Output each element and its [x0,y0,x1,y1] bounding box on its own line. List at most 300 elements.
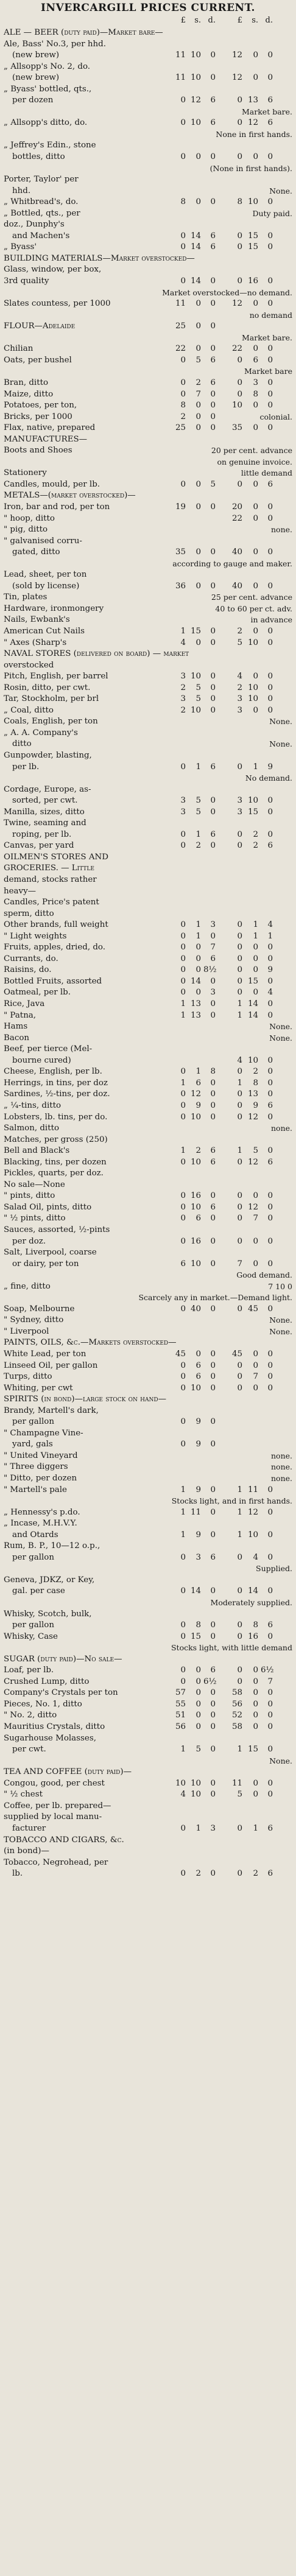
item-label: Sardines, ½-tins, per doz. [4,1089,110,1099]
column-header [0,15,296,27]
price-value: 0 [196,954,201,963]
price-row [0,954,296,965]
price-value: 0 [253,152,258,162]
price-value: 1 [180,999,186,1009]
price-value: 6 [210,231,216,241]
item-label: (sold by license) [12,581,80,591]
price-value: 0 [267,1078,273,1088]
price-value: 0 [253,73,258,83]
price-value: 0 [210,1485,216,1494]
price-row [0,976,296,988]
price-value: 0 [237,1202,242,1212]
price-value: 0 [237,976,242,986]
price-value: 6 [267,1823,273,1833]
price-value: 0 [237,1067,242,1077]
remark: 25 per cent. advance [211,593,292,602]
price-value: 0 [267,1745,273,1754]
price-value: 10 [175,1778,186,1788]
price-value: 6 [210,1666,216,1675]
price-value: 14 [190,1586,201,1596]
price-row [0,762,296,773]
price-value: 40 [190,1304,201,1314]
price-value: 0 [237,1214,242,1223]
price-value: 0 [237,762,242,772]
price-row [0,728,296,739]
remark: Market bare. [242,333,292,342]
price-value: 5 [210,479,216,489]
price-value: 10 [247,683,258,692]
price-row [0,129,296,141]
price-value: 0 [267,1372,273,1382]
item-label: per lb. [12,762,40,772]
price-value: 0 [196,1711,201,1720]
price-value: 10 [231,401,242,410]
price-value: 0 [253,626,258,636]
remark: Scarcely any in market.—Demand light. [138,1293,292,1303]
price-value: 0 [210,1372,216,1382]
price-row [0,140,296,152]
price-value: 0 [237,242,242,252]
price-row [0,95,296,107]
price-value: 0 [237,1621,242,1630]
price-row [0,1315,296,1326]
remark: No demand. [245,773,292,783]
price-row [0,1416,296,1428]
price-value: 0 [210,1191,216,1201]
remark: Moderately supplied. [210,1598,292,1608]
item-label: GROCERIES. — Little [4,864,94,873]
price-row [0,1868,296,1880]
price-row [0,355,296,367]
price-value: 10 [190,1790,201,1800]
price-row [0,1451,296,1462]
price-value: 8 [210,1067,216,1077]
price-row [0,118,296,129]
price-value: 5 [196,796,201,806]
item-label: Iron, bar and rod, per ton [4,502,110,512]
price-value: 3 [180,694,186,704]
item-label: " Light weights [4,931,67,941]
price-value: 8 [253,389,258,399]
price-value: 0 [267,1530,273,1540]
price-value: 0 [210,1440,216,1449]
price-value: 6½ [261,1666,274,1675]
price-value: 0 [237,1089,242,1099]
price-value: 2 [237,683,242,692]
price-value: 3 [196,1552,201,1562]
price-value: 0 [267,829,273,839]
price-value: 0 [253,1383,258,1393]
price-row [0,1823,296,1835]
price-value: 0 [267,1711,273,1720]
item-label: Herrings, in tins, per doz [4,1078,108,1088]
price-row [0,829,296,841]
price-value: 0 [210,1699,216,1709]
price-row [0,107,296,118]
price-row [0,1428,296,1440]
item-label: Pickles, quarts, per doz. [4,1169,104,1178]
price-value: 3 [237,807,242,817]
price-value: 0 [237,1191,242,1201]
price-value: 11 [231,1778,242,1788]
price-row [0,1507,296,1519]
price-value: 0 [210,1349,216,1359]
price-value: 0 [267,694,273,704]
price-value: 10 [190,73,201,83]
price-value: 0 [180,954,186,963]
price-value: 0 [253,299,258,309]
price-value: 2 [196,378,201,387]
price-row [0,378,296,389]
item-label: per gallon [12,1417,54,1427]
price-value: 0 [237,1372,242,1382]
item-label: „ Byass' [4,242,37,252]
price-value: 0 [237,1552,242,1562]
price-value: 0 [210,581,216,591]
price-value: 11 [175,51,186,60]
price-value: 0 [210,1790,216,1800]
price-row [0,716,296,728]
price-row [0,62,296,73]
price-value: 0 [180,118,186,128]
price-value: 11 [247,1485,258,1494]
price-value: 0 [253,705,258,715]
item-label: Whiting, per cwt [4,1383,73,1393]
price-row [0,987,296,999]
item-label: " ½ pints, ditto [4,1214,66,1223]
price-value: 5 [196,355,201,365]
item-label: Stationery [4,468,47,478]
item-label: overstocked [4,660,54,670]
price-row [0,1439,296,1451]
price-value: 12 [247,1157,258,1167]
price-value: 0 [180,1112,186,1122]
price-value: 0 [210,705,216,715]
item-label: Bacon [4,1033,30,1043]
price-value: 0 [267,355,273,365]
item-label: (new brew) [12,73,60,83]
price-value: 22 [231,513,242,523]
price-row [0,39,296,51]
price-value: 0 [196,1699,201,1709]
price-value: 0 [180,1372,186,1382]
price-value: 0 [253,1360,258,1370]
price-value: 8 [196,1621,201,1630]
item-label: Hardware, ironmongery [4,604,104,613]
price-value: 0 [210,683,216,692]
price-row [0,558,296,570]
price-row [0,1078,296,1089]
item-label: „ Bottled, qts., per [4,208,80,218]
price-value: 11 [175,299,186,309]
price-value: 0 [253,965,258,975]
price-row [0,999,296,1010]
price-value: 0 [196,1349,201,1359]
price-row [0,1191,296,1202]
item-label: lb. [12,1869,23,1879]
price-value: 0 [210,1778,216,1788]
price-value: 4 [253,1552,258,1562]
price-value: 0 [210,51,216,60]
price-row [0,852,296,864]
price-value: 14 [190,231,201,241]
price-value: 6 [210,954,216,963]
price-value: 0 [210,322,216,331]
price-value: 0 [267,1507,273,1517]
item-label: White Lead, per ton [4,1349,86,1359]
price-value: 0 [237,1383,242,1393]
price-value: 0 [180,1089,186,1099]
price-value: 0 [237,1586,242,1596]
item-label: ditto [12,739,32,749]
price-value: 0 [196,401,201,410]
price-row [0,457,296,468]
price-value: 7 [210,943,216,952]
price-value: 0 [180,1621,186,1630]
price-row [0,920,296,931]
price-value: 6 [210,829,216,839]
item-label: per gallon [12,1552,54,1562]
item-label: „ ¼-tins, ditto [4,1100,62,1110]
price-row [0,231,296,242]
remark: none. [271,1474,292,1483]
price-value: 0 [267,1349,273,1359]
price-value: 0 [237,152,242,162]
price-value: 0 [210,1304,216,1314]
item-label: „ Allsopp's No. 2, do. [4,62,91,71]
price-value: 0 [210,344,216,354]
price-value: 6 [210,1157,216,1167]
price-value: 6 [267,1100,273,1110]
price-row [0,1304,296,1315]
price-value: 0 [267,1485,273,1494]
price-value: 5 [237,1790,242,1800]
item-label: PAINTS, OILS, &c.—Markets overstocked— [4,1338,177,1348]
price-value: 7 [267,1677,273,1686]
price-row [0,1778,296,1790]
price-value: 0 [237,920,242,930]
item-label: Nails, Ewbank's [4,615,70,625]
item-label: Candles, mould, per lb. [4,479,100,489]
price-value: 0 [253,423,258,433]
price-value: 0 [237,355,242,365]
price-value: 0 [237,231,242,241]
remark: in advance [250,615,292,625]
item-label: Salad Oil, pints, ditto [4,1202,92,1212]
price-value: 0 [253,502,258,512]
price-row [0,1677,296,1688]
price-value: 3 [237,796,242,806]
price-value: 0 [237,1100,242,1110]
item-label: Whisky, Scotch, bulk, [4,1609,92,1619]
header-cell: s. [252,16,258,25]
price-value: 0 [237,1236,242,1246]
price-value: 0 [237,1360,242,1370]
item-label: " Ditto, per dozen [4,1474,77,1483]
price-value: 0 [180,355,186,365]
price-row [0,50,296,62]
price-value: 0 [180,1191,186,1201]
price-value: 0 [237,965,242,975]
item-label: ALE — BEER (duty paid)—Market bare— [4,28,163,37]
price-value: 0 [267,51,273,60]
price-value: 0 [196,152,201,162]
price-row [0,310,296,322]
price-value: 0 [180,1383,186,1393]
price-value: 14 [247,1010,258,1020]
price-row [0,1496,296,1507]
price-value: 0 [196,638,201,647]
price-value: 0 [180,1823,186,1833]
price-value: 0 [196,965,201,975]
price-row [0,1406,296,1417]
remark: None. [269,186,292,195]
price-value: 1 [253,1823,258,1833]
price-value: 25 [175,322,186,331]
price-row [0,1021,296,1033]
price-value: 11 [190,1507,201,1517]
price-value: 15 [190,1631,201,1641]
price-value: 0 [180,1417,186,1427]
item-label: Blacking, tins, per dozen [4,1157,107,1167]
price-value: 1 [237,1530,242,1540]
price-value: 0 [180,1304,186,1314]
price-row [0,1157,296,1169]
price-value: 13 [247,96,258,105]
price-value: 0 [237,1823,242,1833]
price-value: 0 [267,1214,273,1223]
price-row [0,1642,296,1654]
price-row [0,1123,296,1135]
price-value: 6 [210,1552,216,1562]
price-value: 0 [253,1677,258,1686]
price-value: 4 [180,1790,186,1800]
item-label: yard, gals [12,1440,53,1449]
item-label: Fruits, apples, dried, do. [4,943,106,952]
item-label: „ Allsopp's ditto, do. [4,118,88,128]
price-value: 6 [267,1869,273,1879]
price-value: 0 [237,1304,242,1314]
price-row [0,1112,296,1124]
price-value: 13 [247,1089,258,1099]
price-value: 0 [180,1214,186,1223]
price-value: 6 [196,1360,201,1370]
remark: None. [269,717,292,727]
item-label: Beef, per tierce (Mel- [4,1044,93,1054]
price-value: 0 [180,1100,186,1110]
price-value: 0 [267,73,273,83]
item-label: Oats, per bushel [4,355,72,365]
price-row [0,1010,296,1022]
price-row [0,1710,296,1722]
item-label: Crushed Lump, ditto [4,1677,90,1686]
price-value: 0 [237,1666,242,1675]
price-value: 56 [175,1722,186,1732]
price-row [0,242,296,253]
price-value: 0 [267,672,273,681]
price-value: 1 [253,920,258,930]
price-value: 14 [247,999,258,1009]
item-label: Whisky, Case [4,1631,58,1641]
price-value: 15 [190,626,201,636]
price-value: 0 [210,638,216,647]
price-row [0,1462,296,1473]
item-label: METALS—(market overstocked)— [4,491,136,501]
remark: Good demand. [236,1270,292,1280]
item-label: „ A. A. Company's [4,728,78,737]
price-value: 14 [190,242,201,252]
price-value: 0 [267,1699,273,1709]
remark: 40 to 60 per ct. adv. [215,604,292,613]
price-value: 0 [267,1688,273,1698]
price-value: 0 [267,1383,273,1393]
price-value: 0 [180,378,186,387]
price-value: 0 [210,694,216,704]
price-value: 3 [210,1823,216,1833]
price-value: 16 [190,1236,201,1246]
item-label: hhd. [12,186,31,195]
price-row [0,1722,296,1733]
price-value: 8½ [203,965,217,975]
price-row [0,1089,296,1100]
remark: None. [269,1022,292,1032]
price-list [0,27,296,1880]
price-value: 0 [180,1552,186,1562]
price-value: 0 [210,1631,216,1641]
price-row [0,1767,296,1778]
price-value: 14 [247,1586,258,1596]
price-value: 0 [210,1688,216,1698]
item-label: Tobacco, Negrohead, per [4,1857,108,1867]
price-value: 11 [175,73,186,83]
item-label: OILMEN'S STORES AND [4,852,108,862]
price-value: 0 [237,931,242,941]
item-label: " Sydney, ditto [4,1315,64,1325]
item-label: Candles, Price's patent [4,898,99,907]
price-value: 0 [210,1112,216,1122]
price-value: 10 [247,694,258,704]
price-row [0,942,296,954]
price-row [0,863,296,875]
price-value: 10 [190,1202,201,1212]
price-value: 0 [267,1146,273,1156]
price-value: 3 [210,920,216,930]
price-value: 6 [196,1214,201,1223]
item-label: " pig, ditto [4,525,48,535]
price-value: 1 [180,1507,186,1517]
price-value: 10 [190,1112,201,1122]
item-label: Brandy, Martell's dark, [4,1406,99,1415]
item-label: sorted, per cwt. [12,796,78,806]
item-label: " pints, ditto [4,1191,55,1201]
price-value: 1 [237,1146,242,1156]
price-value: 6 [180,1259,186,1269]
price-value: 1 [237,1010,242,1020]
price-value: 0 [180,1869,186,1879]
price-value: 0 [237,479,242,489]
price-value: 1 [180,1010,186,1020]
price-value: 0 [180,479,186,489]
item-label: per cwt. [12,1745,46,1754]
price-row [0,592,296,604]
price-value: 55 [175,1699,186,1709]
price-value: 0 [267,1586,273,1596]
price-value: 0 [253,1778,258,1788]
item-label: Rosin, ditto, per cwt. [4,683,91,692]
price-value: 0 [267,976,273,986]
price-value: 0 [210,401,216,410]
price-value: 12 [247,1202,258,1212]
